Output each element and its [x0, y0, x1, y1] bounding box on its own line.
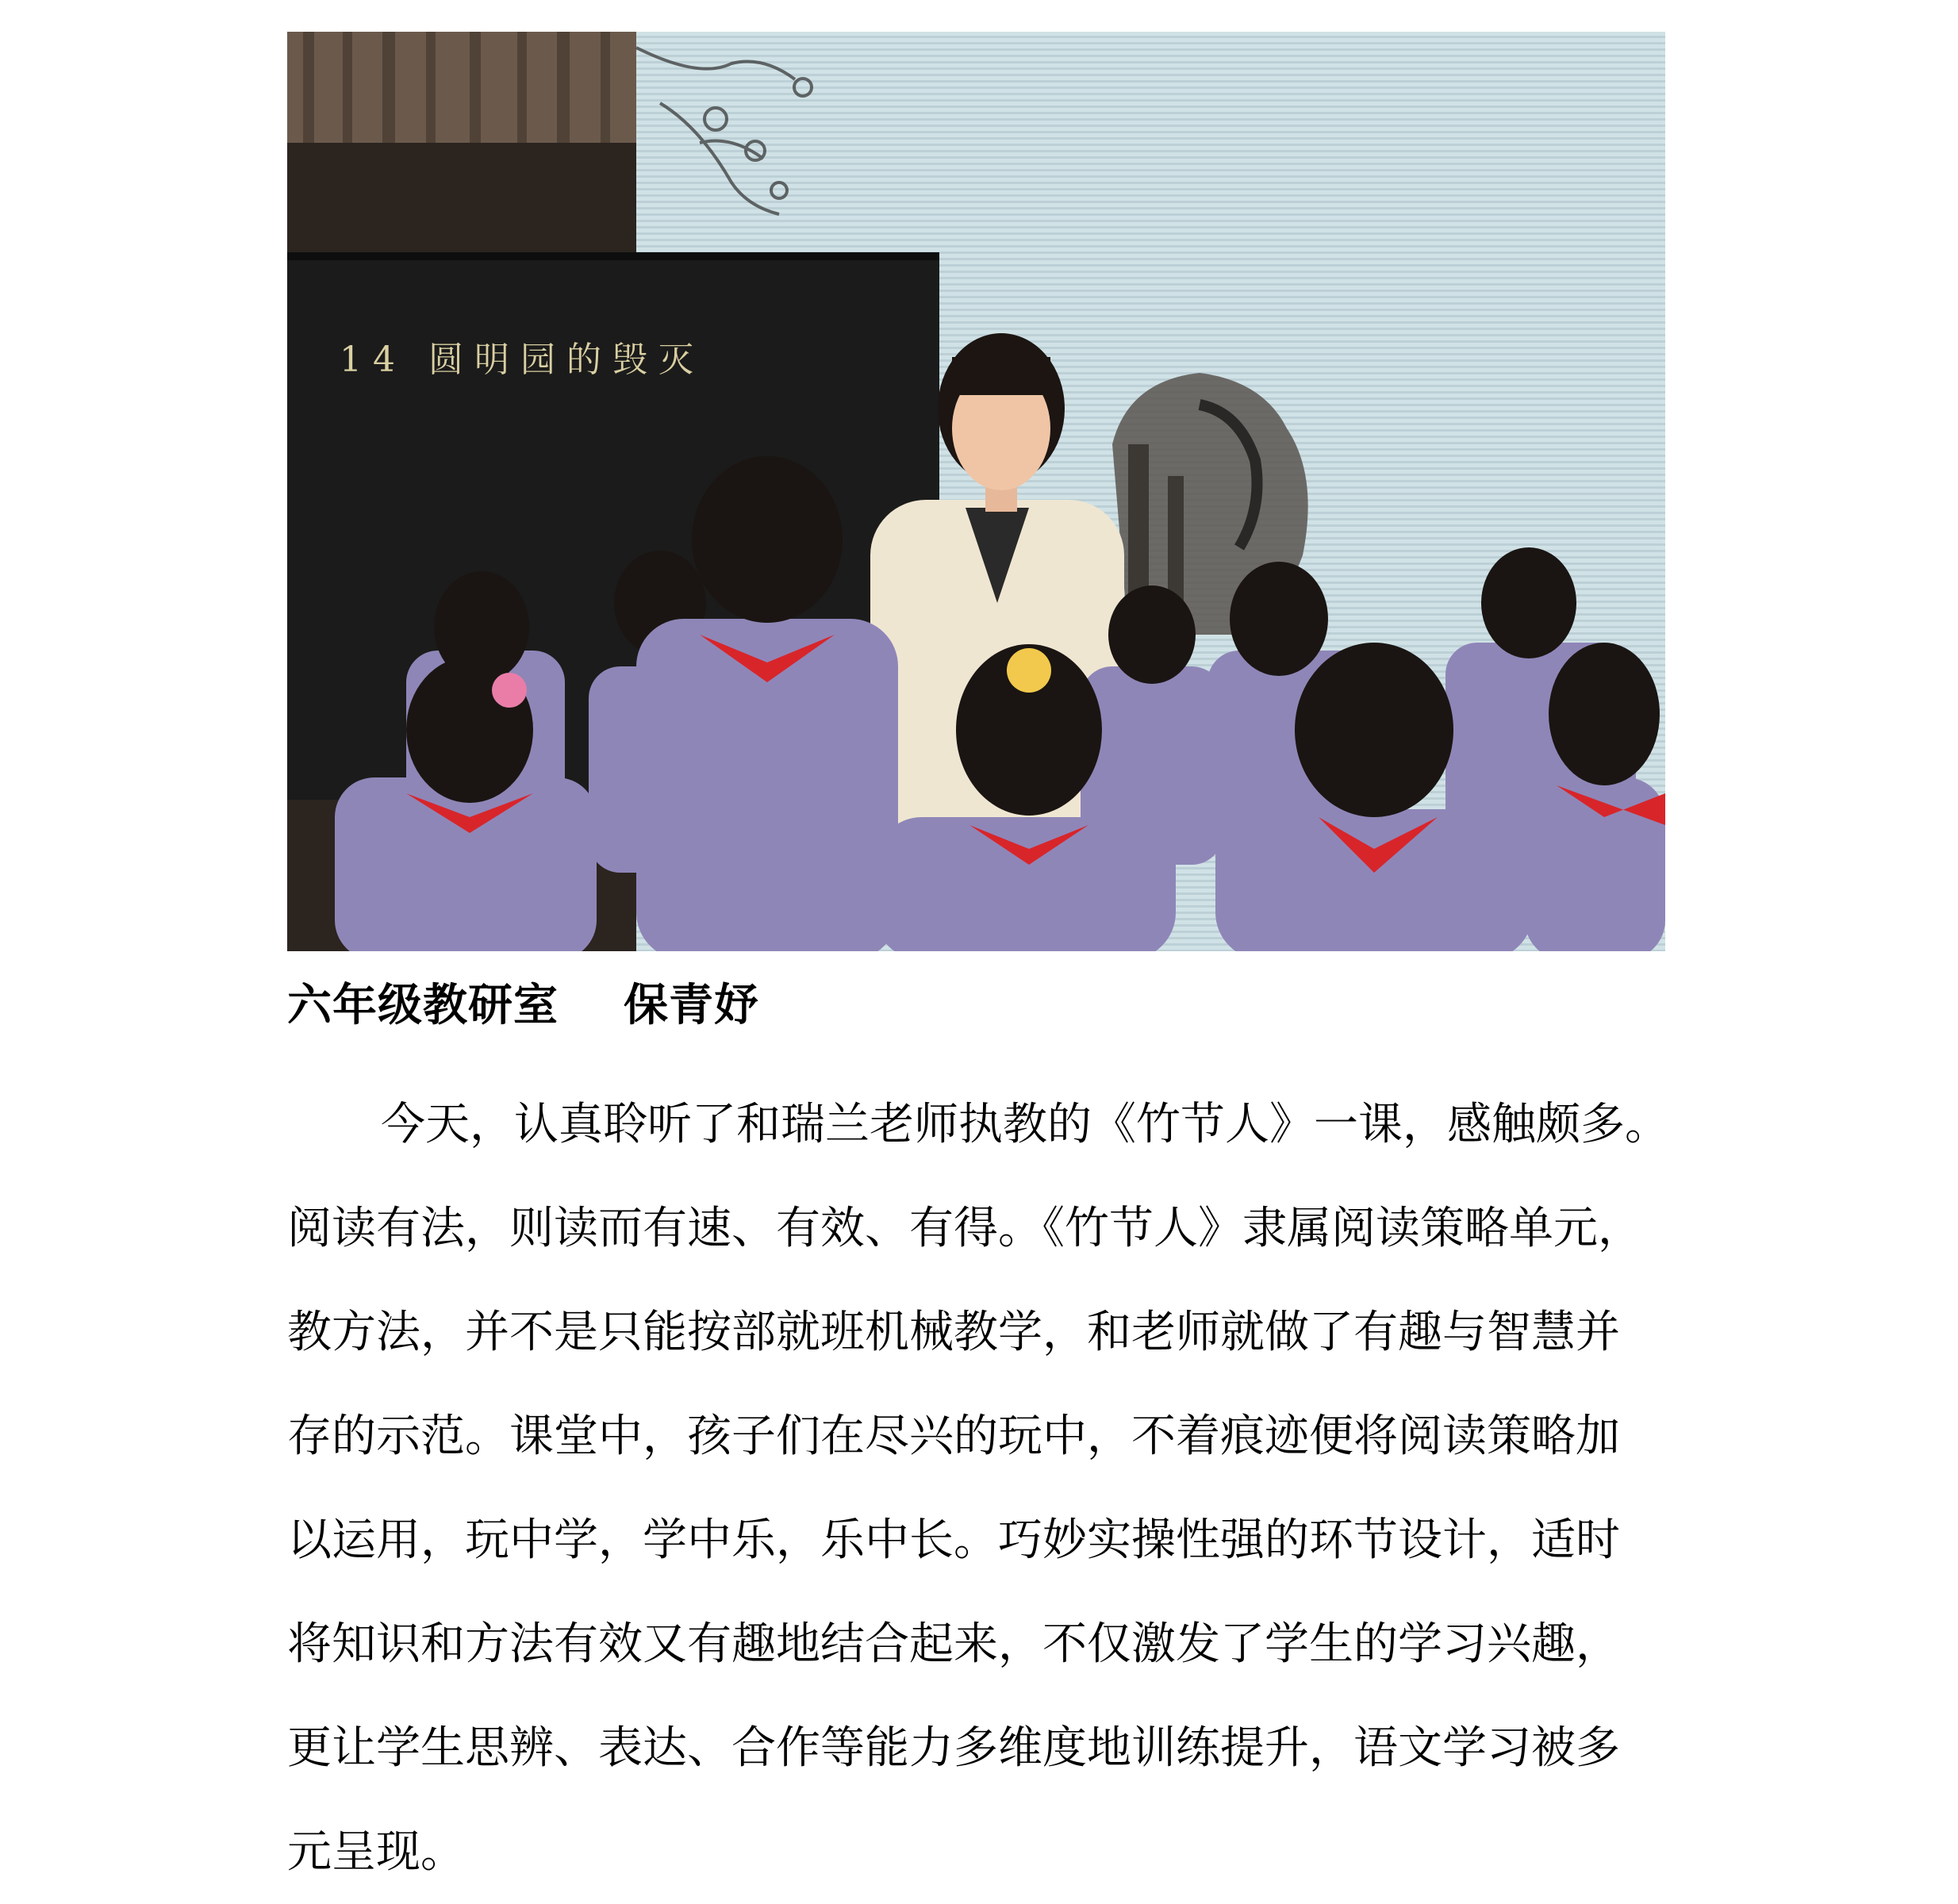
paragraph-line: 今天，认真聆听了和瑞兰老师执教的《竹节人》一课，感触颇多。 — [381, 1099, 1669, 1150]
curtain — [287, 32, 636, 143]
paragraph-line: 以运用，玩中学，学中乐，乐中长。巧妙实操性强的环节设计，适时 — [287, 1514, 1620, 1566]
paragraph-line: 元呈现。 — [287, 1826, 465, 1878]
paragraph-line: 教方法，并不是只能按部就班机械教学，和老师就做了有趣与智慧并 — [287, 1307, 1620, 1358]
paragraph-line: 阅读有法，则读而有速、有效、有得。《竹节人》隶属阅读策略单元， — [287, 1203, 1642, 1254]
classroom-photo — [287, 32, 1665, 951]
reflection-paragraph — [287, 1073, 1668, 1904]
classroom-photo-illustration — [287, 32, 1665, 951]
paragraph-line: 更让学生思辨、表达、合作等能力多维度地训练提升，语文学习被多 — [287, 1722, 1620, 1774]
paragraph-line: 存的示范。课堂中，孩子们在尽兴的玩中，不着痕迹便将阅读策略加 — [287, 1411, 1620, 1462]
byline: 六年级教研室 保青妤 — [287, 980, 759, 1031]
paragraph-line: 将知识和方法有效又有趣地结合起来，不仅激发了学生的学习兴趣， — [287, 1618, 1620, 1670]
blackboard-text: 14 圆明园的毁灭 — [340, 340, 704, 380]
